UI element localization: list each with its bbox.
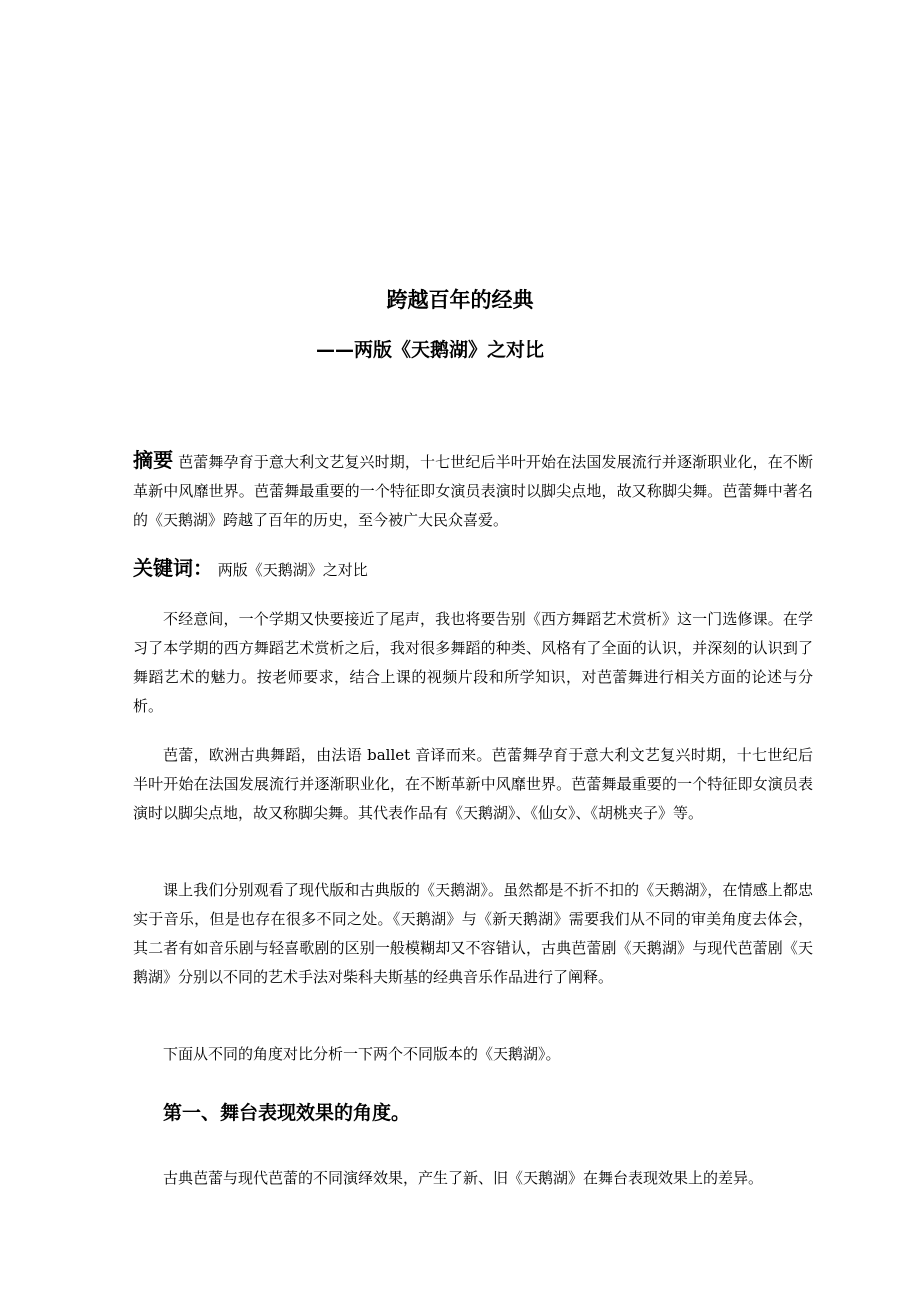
paragraph: 下面从不同的角度对比分析一下两个不同版本的《天鹅湖》。 <box>163 1045 561 1063</box>
document-title: 跨越百年的经典 <box>386 288 534 312</box>
abstract-section <box>133 446 813 535</box>
section-paragraph: 古典芭蕾与现代芭蕾的不同演绎效果，产生了新、旧《天鹅湖》在舞台表现效果上的差异。 <box>163 1169 764 1187</box>
keywords-label: 关键词： <box>133 556 213 580</box>
abstract-label: 摘要 <box>133 448 174 472</box>
keywords-text: 两版《天鹅湖》之对比 <box>217 561 368 579</box>
paragraph: 芭蕾，欧洲古典舞蹈，由法语 ballet 音译而来。芭蕾舞孕育于意大利文艺复兴时期，十七世纪后半叶开始在法国发展流行并逐渐职业化，在不断革新中风靡世界。芭蕾舞最重要的一个特征即女演员表演时以脚尖点地，故又称脚尖舞。其代表作品有《天鹅湖》、《仙女》、《胡桃夹子》等。 <box>133 746 813 822</box>
paragraph: 不经意间，一个学期又快要接近了尾声，我也将要告别《西方舞蹈艺术赏析》这一门选修课。在学习了本学期的西方舞蹈艺术赏析之后，我对很多舞蹈的种类、风格有了全面的认识，并深刻的认识到了舞蹈艺术的魅力。按老师要求，结合上课的视频片段和所学知识，对芭蕾舞进行相关方面的论述与分析。 <box>133 610 813 715</box>
keywords-section <box>133 554 813 585</box>
document-subtitle: ——两版《天鹅湖》之对比 <box>315 339 544 361</box>
abstract-text: 芭蕾舞孕育于意大利文艺复兴时期，十七世纪后半叶开始在法国发展流行并逐渐职业化，在不断革新中风靡世界。芭蕾舞最重要的一个特征即女演员表演时以脚尖点地，故又称脚尖舞。芭蕾舞中著名的《天鹅湖》跨越了百年的历史，至今被广大民众喜爱。 <box>133 453 813 529</box>
section-heading: 第一、舞台表现效果的角度。 <box>163 1102 411 1124</box>
paragraph: 课上我们分别观看了现代版和古典版的《天鹅湖》。虽然都是不折不扣的《天鹅湖》，在情感上都忠实于音乐，但是也存在很多不同之处。《天鹅湖》与《新天鹅湖》需要我们从不同的审美角度去体会，其二者有如音乐剧与轻喜歌剧的区别一般模糊却又不容错认，古典芭蕾剧《天鹅湖》与现代芭蕾剧《天鹅湖》分别以不同的艺术手法对柴科夫斯基的经典音乐作品进行了阐释。 <box>133 881 813 986</box>
